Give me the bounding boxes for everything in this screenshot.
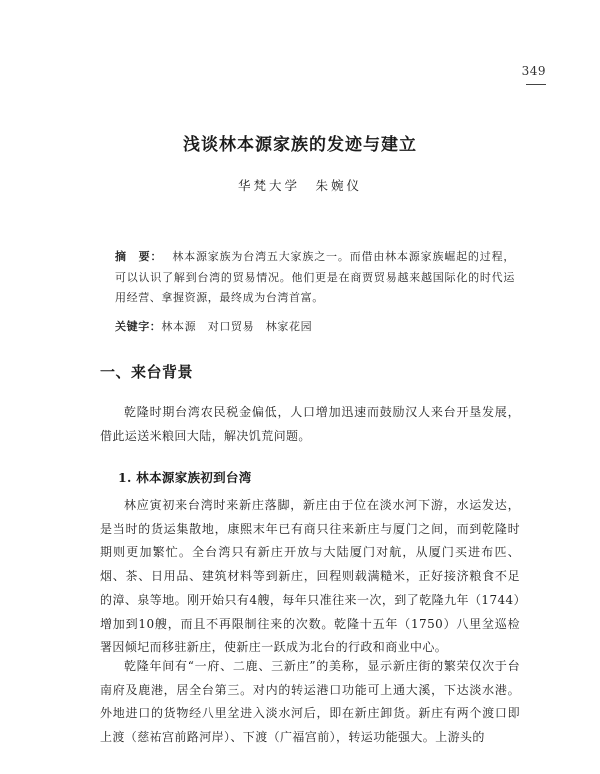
intro-paragraph: 乾隆时期台湾农民税金偏低，人口增加迅速而鼓励汉人来台开垦发展，借此运送米粮回大陆，解决饥荒问题。 — [100, 405, 520, 443]
section-heading: 一、来台背景 — [100, 363, 194, 381]
subsection-heading: 1. 林本源家族初到台湾 — [118, 470, 252, 485]
abstract-label: 摘 要： — [115, 250, 163, 263]
body-paragraph-1: 林应寅初来台湾时来新庄落脚，新庄由于位在淡水河下游，水运发达，是当时的货运集散地，康熙末年已有商只往来新庄与厦门之间，而到乾隆时期则更加繁忙。全台湾只有新庄开放与大陆厦门对航，从厦门买进布匹、烟、茶、日用品、建筑材料等到新庄，回程则载满糙米，正好接济粮食不足的漳、泉等地。刚开始只有4艘，每年只准往来一次，到了乾隆九年（1744）增加到10艘，而且不再限制往来的次数。乾隆十五年（1750）八里坌巡检署因倾圮而移驻新庄，使新庄一跃成为北台的行政和商业中心。 — [100, 498, 520, 655]
abstract-text: 林本源家族为台湾五大家族之一。而借由林本源家族崛起的过程，可以认识了解到台湾的贸易情况。他们更是在商贾贸易越来越国际化的时代运用经营、拿握资源，最终成为台湾首富。 — [115, 250, 515, 304]
keywords-label: 关键字： — [115, 320, 162, 333]
paper-title: 浅谈林本源家族的发迹与建立 — [183, 135, 417, 155]
body-paragraph-2: 乾隆年间有“一府、二鹿、三新庄”的美称，显示新庄街的繁荣仅次于台南府及鹿港，居全台第三。对内的转运港口功能可上通大溪，下达淡水港。外地进口的货物经八里坌进入淡水河后，即在新庄卸货。新庄有两个渡口即上渡（慈祐宫前路河岸）、下渡（广福宫前），转运功能强大。上游头的 — [100, 659, 520, 745]
paper-authors: 华梵大学 朱婉仪 — [237, 178, 362, 193]
page-number-rule — [526, 84, 546, 85]
keywords-text: 林本源 对口贸易 林家花园 — [161, 320, 313, 333]
abstract — [115, 247, 515, 309]
page-number: 349 — [521, 64, 546, 78]
keywords — [115, 318, 515, 334]
